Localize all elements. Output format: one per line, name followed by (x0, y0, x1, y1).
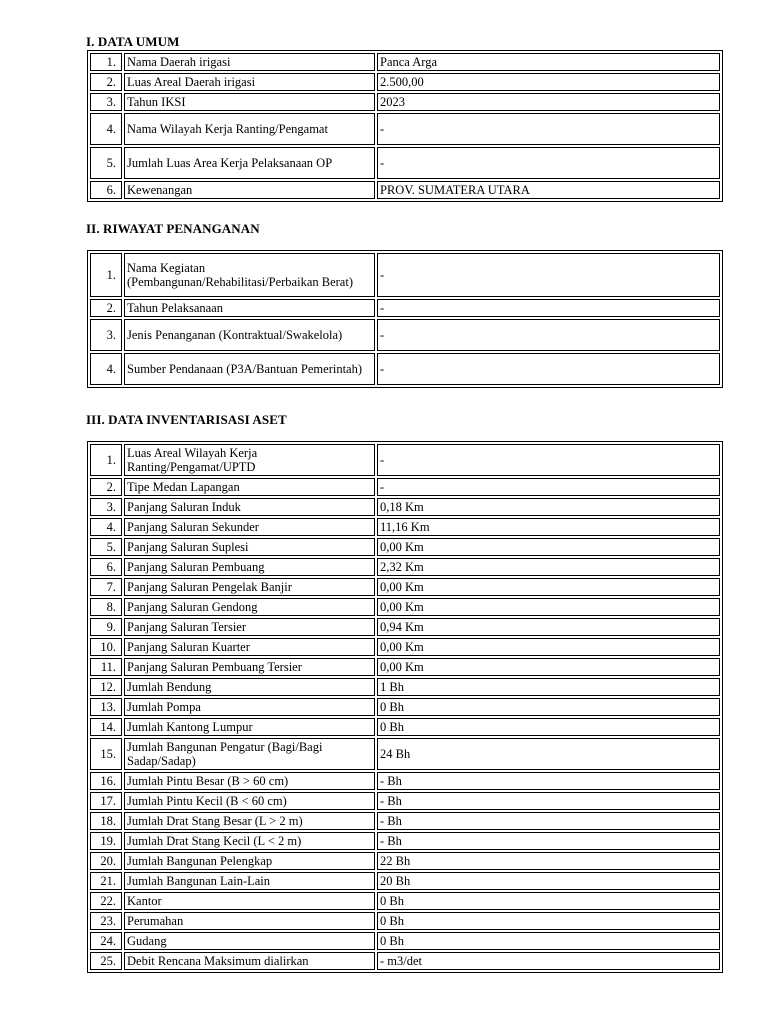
row-label: Jumlah Bendung (124, 678, 375, 696)
row-value: 11,16 Km (377, 518, 720, 536)
table-row (90, 638, 720, 656)
row-value: 0 Bh (377, 912, 720, 930)
table-row (90, 792, 720, 810)
table-data-inventarisasi-aset (87, 441, 723, 973)
row-label: Jumlah Drat Stang Kecil (L < 2 m) (124, 832, 375, 850)
table-row (90, 319, 720, 351)
row-value: 0,00 Km (377, 658, 720, 676)
table-row (90, 478, 720, 496)
row-number: 8. (90, 598, 122, 616)
row-label: Panjang Saluran Sekunder (124, 518, 375, 536)
row-value: 0 Bh (377, 932, 720, 950)
table-row (90, 658, 720, 676)
table-row (90, 299, 720, 317)
row-label: Jumlah Pompa (124, 698, 375, 716)
table-row (90, 93, 720, 111)
row-label: Panjang Saluran Suplesi (124, 538, 375, 556)
row-value: - (377, 147, 720, 179)
table-row (90, 718, 720, 736)
row-number: 14. (90, 718, 122, 736)
table-row (90, 53, 720, 71)
row-value: 2023 (377, 93, 720, 111)
row-number: 16. (90, 772, 122, 790)
row-number: 2. (90, 299, 122, 317)
table-row (90, 618, 720, 636)
row-number: 5. (90, 147, 122, 179)
section-title-data-inventarisasi-aset: III. DATA INVENTARISASI ASET (86, 412, 287, 427)
row-value: 0 Bh (377, 718, 720, 736)
row-value: 24 Bh (377, 738, 720, 770)
row-value: - Bh (377, 812, 720, 830)
row-number: 7. (90, 578, 122, 596)
row-label: Panjang Saluran Pengelak Banjir (124, 578, 375, 596)
row-label: Panjang Saluran Gendong (124, 598, 375, 616)
row-label: Nama Daerah irigasi (124, 53, 375, 71)
row-label: Jumlah Bangunan Lain-Lain (124, 872, 375, 890)
table-row (90, 832, 720, 850)
row-number: 17. (90, 792, 122, 810)
row-value: - (377, 113, 720, 145)
table-row (90, 912, 720, 930)
row-label: Panjang Saluran Pembuang Tersier (124, 658, 375, 676)
table-row (90, 698, 720, 716)
table-row (90, 952, 720, 970)
row-number: 4. (90, 113, 122, 145)
row-value: 0 Bh (377, 892, 720, 910)
row-label: Jumlah Pintu Besar (B > 60 cm) (124, 772, 375, 790)
row-value: - (377, 444, 720, 476)
row-number: 2. (90, 478, 122, 496)
table-row (90, 598, 720, 616)
row-label: Nama Kegiatan (Pembangunan/Rehabilitasi/Perbaikan Berat) (124, 253, 375, 297)
table-riwayat-penanganan (87, 250, 723, 388)
row-number: 20. (90, 852, 122, 870)
row-number: 18. (90, 812, 122, 830)
row-value: 2,32 Km (377, 558, 720, 576)
table-row (90, 518, 720, 536)
row-number: 13. (90, 698, 122, 716)
row-label: Kantor (124, 892, 375, 910)
row-label: Jumlah Luas Area Kerja Pelaksanaan OP (124, 147, 375, 179)
row-value: PROV. SUMATERA UTARA (377, 181, 720, 199)
row-number: 25. (90, 952, 122, 970)
row-number: 6. (90, 181, 122, 199)
row-label: Jumlah Bangunan Pelengkap (124, 852, 375, 870)
table-row (90, 353, 720, 385)
row-value: 0 Bh (377, 698, 720, 716)
row-number: 4. (90, 353, 122, 385)
row-number: 21. (90, 872, 122, 890)
row-label: Panjang Saluran Kuarter (124, 638, 375, 656)
row-label: Jumlah Drat Stang Besar (L > 2 m) (124, 812, 375, 830)
table-row (90, 892, 720, 910)
row-number: 11. (90, 658, 122, 676)
row-label: Nama Wilayah Kerja Ranting/Pengamat (124, 113, 375, 145)
row-value: - (377, 353, 720, 385)
row-number: 23. (90, 912, 122, 930)
row-value: - Bh (377, 792, 720, 810)
table-row (90, 812, 720, 830)
row-label: Jumlah Pintu Kecil (B < 60 cm) (124, 792, 375, 810)
row-value: 0,00 Km (377, 538, 720, 556)
row-number: 9. (90, 618, 122, 636)
row-number: 2. (90, 73, 122, 91)
row-value: - (377, 253, 720, 297)
row-number: 15. (90, 738, 122, 770)
row-value: - (377, 478, 720, 496)
row-label: Sumber Pendanaan (P3A/Bantuan Pemerintah) (124, 353, 375, 385)
table-data-umum (87, 50, 723, 202)
row-label: Panjang Saluran Pembuang (124, 558, 375, 576)
table-row (90, 113, 720, 145)
table-row (90, 578, 720, 596)
row-value: - (377, 319, 720, 351)
row-value: - Bh (377, 772, 720, 790)
section-title-data-umum: I. DATA UMUM (86, 34, 180, 49)
row-label: Jumlah Kantong Lumpur (124, 718, 375, 736)
row-number: 3. (90, 498, 122, 516)
row-number: 3. (90, 319, 122, 351)
row-label: Tahun Pelaksanaan (124, 299, 375, 317)
table-row (90, 738, 720, 770)
table-row (90, 558, 720, 576)
row-value: 0,00 Km (377, 638, 720, 656)
table-row (90, 932, 720, 950)
row-number: 24. (90, 932, 122, 950)
row-number: 10. (90, 638, 122, 656)
row-number: 1. (90, 53, 122, 71)
table-row (90, 538, 720, 556)
table-row (90, 872, 720, 890)
row-value: - m3/det (377, 952, 720, 970)
table-row (90, 678, 720, 696)
row-value: 0,00 Km (377, 578, 720, 596)
row-number: 3. (90, 93, 122, 111)
row-value: 1 Bh (377, 678, 720, 696)
row-number: 5. (90, 538, 122, 556)
row-number: 1. (90, 253, 122, 297)
section-title-riwayat-penanganan: II. RIWAYAT PENANGANAN (86, 221, 260, 236)
table-row (90, 181, 720, 199)
row-number: 6. (90, 558, 122, 576)
table-row (90, 498, 720, 516)
row-value: 0,18 Km (377, 498, 720, 516)
row-label: Perumahan (124, 912, 375, 930)
row-value: 20 Bh (377, 872, 720, 890)
row-label: Kewenangan (124, 181, 375, 199)
row-label: Luas Areal Wilayah Kerja Ranting/Pengamat/UPTD (124, 444, 375, 476)
row-label: Debit Rencana Maksimum dialirkan (124, 952, 375, 970)
table-row (90, 253, 720, 297)
table-row (90, 852, 720, 870)
row-number: 4. (90, 518, 122, 536)
row-value: - Bh (377, 832, 720, 850)
row-value: 2.500,00 (377, 73, 720, 91)
row-label: Panjang Saluran Tersier (124, 618, 375, 636)
table-row (90, 444, 720, 476)
row-number: 1. (90, 444, 122, 476)
row-number: 19. (90, 832, 122, 850)
table-row (90, 147, 720, 179)
row-value: 22 Bh (377, 852, 720, 870)
row-number: 12. (90, 678, 122, 696)
row-label: Luas Areal Daerah irigasi (124, 73, 375, 91)
row-label: Jumlah Bangunan Pengatur (Bagi/Bagi Sadap/Sadap) (124, 738, 375, 770)
row-label: Tahun IKSI (124, 93, 375, 111)
table-row (90, 73, 720, 91)
row-value: Panca Arga (377, 53, 720, 71)
row-value: - (377, 299, 720, 317)
table-row (90, 772, 720, 790)
row-value: 0,00 Km (377, 598, 720, 616)
row-label: Jenis Penanganan (Kontraktual/Swakelola) (124, 319, 375, 351)
row-label: Gudang (124, 932, 375, 950)
row-number: 22. (90, 892, 122, 910)
row-value: 0,94 Km (377, 618, 720, 636)
row-label: Panjang Saluran Induk (124, 498, 375, 516)
row-label: Tipe Medan Lapangan (124, 478, 375, 496)
